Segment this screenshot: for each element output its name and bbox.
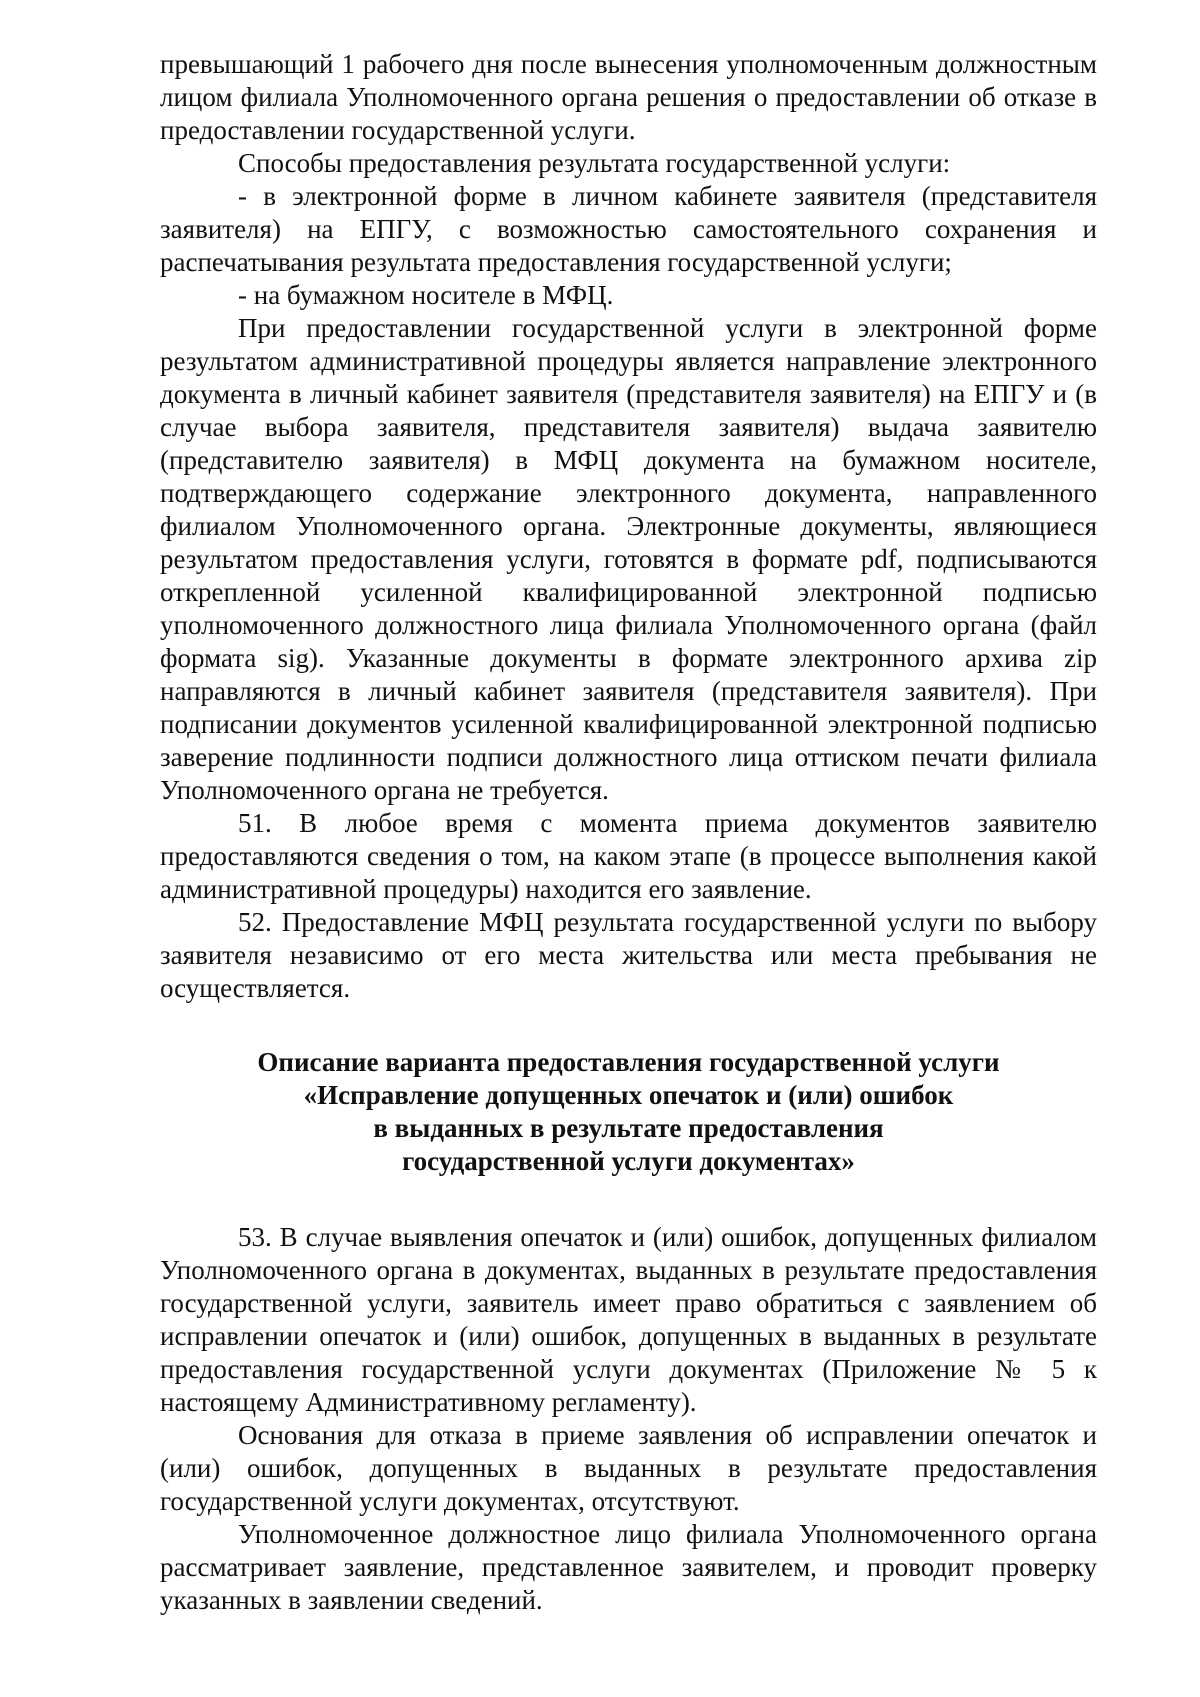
paragraph-result-methods-intro: Способы предоставления результата государственной услуги: <box>238 148 951 178</box>
section-heading-line: Описание варианта предоставления государственной услуги <box>257 1047 1000 1077</box>
paragraph-method-electronic: - в электронной форме в личном кабинете заявителя (представителя заявителя) на ЕПГУ, с возможностью самостоятельного сохранения и распечатывания результата предоставления государственной услуги; <box>160 181 1097 277</box>
paragraph-item-53: 53. В случае выявления опечаток и (или) ошибок, допущенных филиалом Уполномоченного органа в документах, выданных в результате предоставления государственной услуги, заявитель имеет право обратиться с заявлением об исправлении опечаток и (или) ошибок, допущенных в выданных в результате предоставления государственной услуги документах (Приложение № 5 к настоящему Административному регламенту). <box>160 1222 1097 1417</box>
section-heading-line: государственной услуги документах» <box>402 1146 855 1176</box>
paragraph-item-51: 51. В любое время с момента приема документов заявителю предоставляются сведения о том, на каком этапе (в процессе выполнения какой административной процедуры) находится его заявление. <box>160 808 1097 904</box>
paragraph-method-paper: - на бумажном носителе в МФЦ. <box>238 280 614 310</box>
paragraph-continuation: превышающий 1 рабочего дня после вынесения уполномоченным должностным лицом филиала Уполномоченного органа решения о предоставлении об отказе в предоставлении государственной услуги. <box>160 49 1097 145</box>
section-heading-line: «Исправление допущенных опечаток и (или) ошибок <box>303 1080 954 1110</box>
paragraph-review: Уполномоченное должностное лицо филиала Уполномоченного органа рассматривает заявление, представленное заявителем, и проводит проверку указанных в заявлении сведений. <box>160 1519 1097 1615</box>
paragraph-item-52: 52. Предоставление МФЦ результата государственной услуги по выбору заявителя независимо от его места жительства или места пребывания не осуществляется. <box>160 907 1097 1003</box>
section-heading-line: в выданных в результате предоставления <box>373 1113 884 1143</box>
section-heading <box>160 1046 1097 1178</box>
document-body <box>160 48 1097 1617</box>
paragraph-refusal-grounds: Основания для отказа в приеме заявления об исправлении опечаток и (или) ошибок, допущенных в выданных в результате предоставления государственной услуги документах, отсутствуют. <box>160 1420 1097 1516</box>
paragraph-electronic-result: При предоставлении государственной услуги в электронной форме результатом административной процедуры является направление электронного документа в личный кабинет заявителя (представителя заявителя) на ЕПГУ и (в случае выбора заявителя, представителя заявителя) выдача заявителю (представителю заявителя) в МФЦ документа на бумажном носителе, подтверждающего содержание электронного документа, направленного филиалом Уполномоченного органа. Электронные документы, являющиеся результатом предоставления услуги, готовятся в формате pdf, подписываются открепленной усиленной квалифицированной электронной подписью уполномоченного должностного лица филиала Уполномоченного органа (файл формата sig). Указанные документы в формате электронного архива zip направляются в личный кабинет заявителя (представителя заявителя). При подписании документов усиленной квалифицированной электронной подписью заверение подлинности подписи должностного лица оттиском печати филиала Уполномоченного органа не требуется. <box>160 313 1097 805</box>
